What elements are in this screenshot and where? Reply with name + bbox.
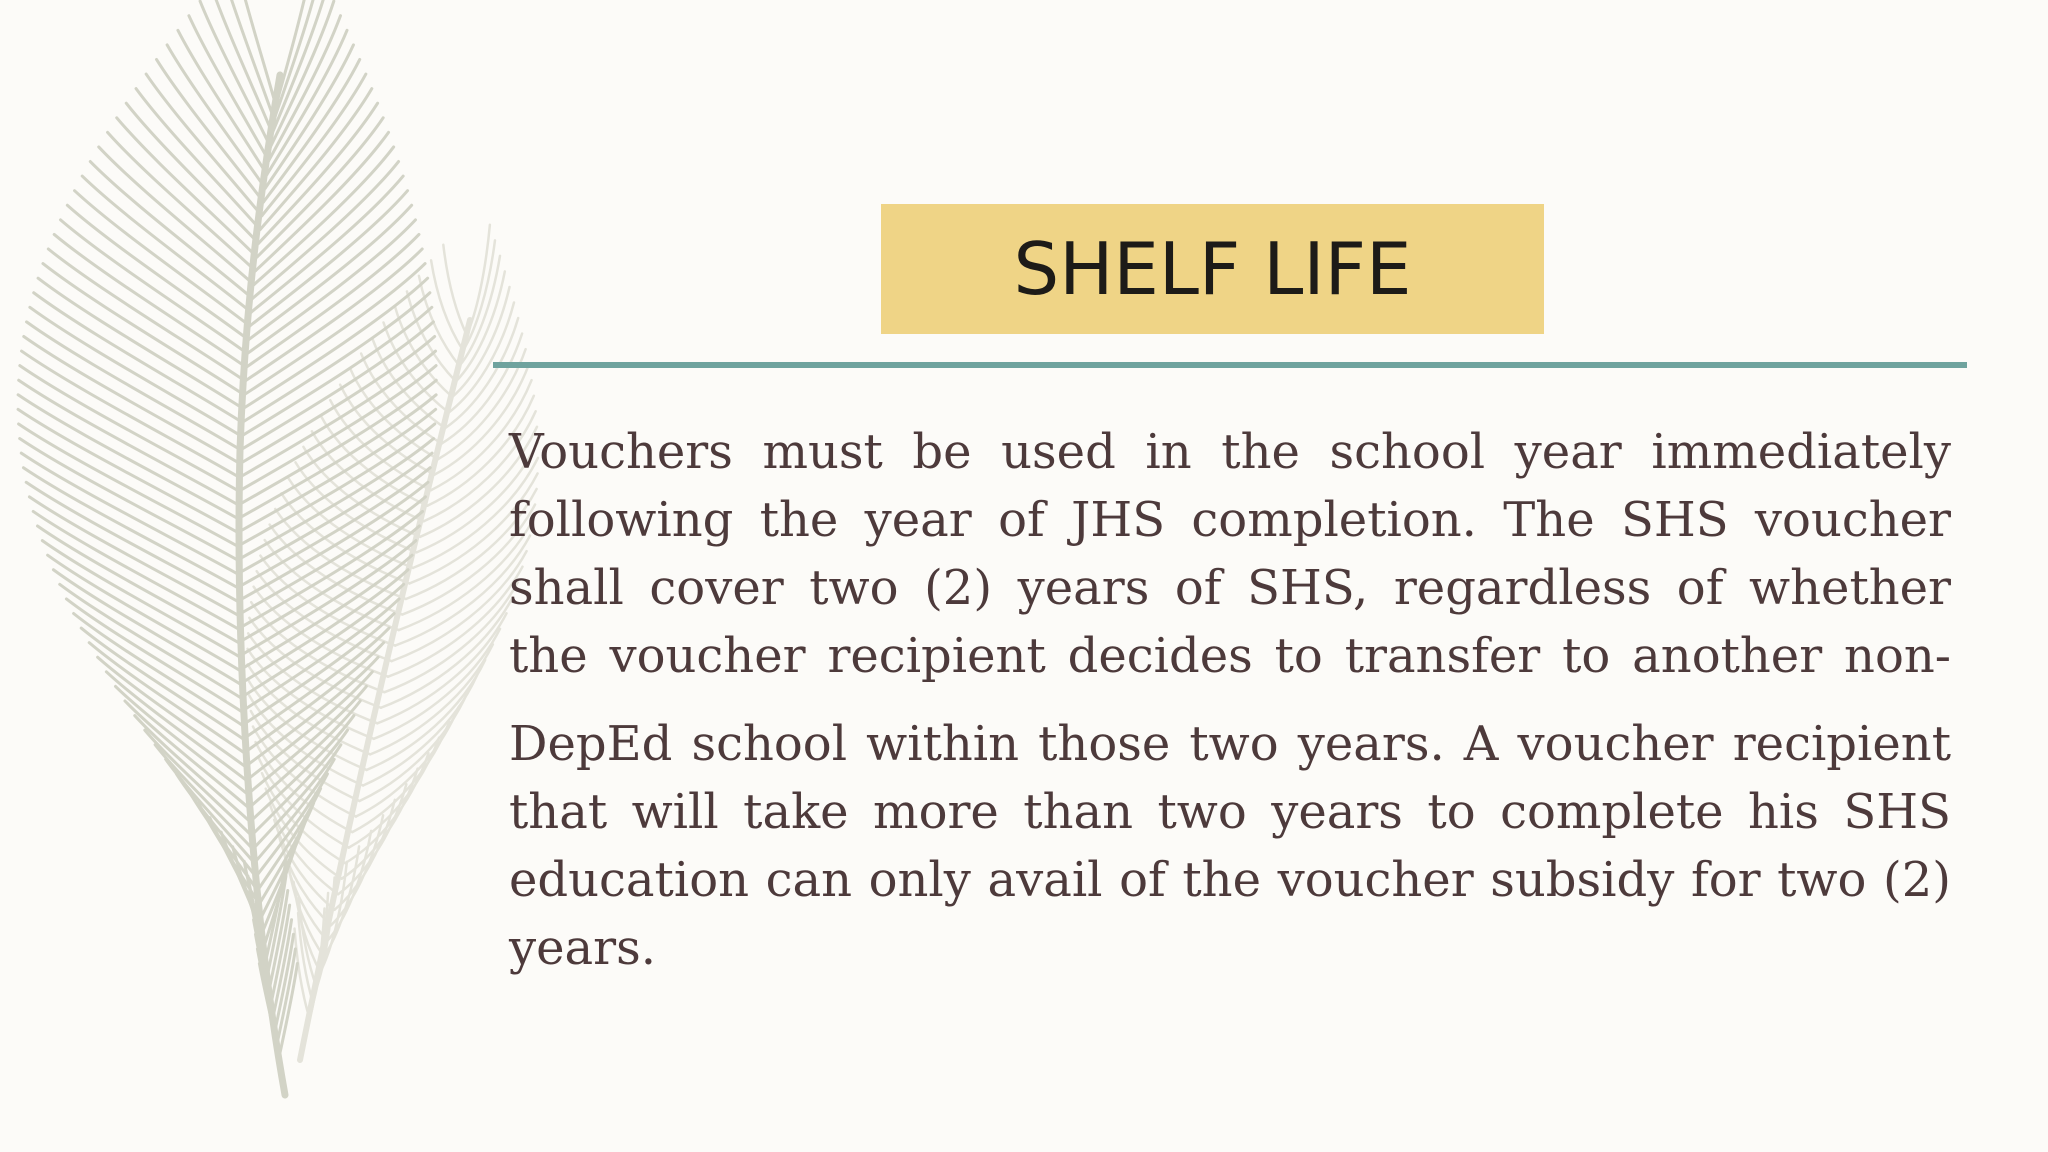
slide-title: SHELF LIFE bbox=[1013, 227, 1412, 311]
body-paragraph-1: Vouchers must be used in the school year immediately following the year of JHS completion. The SHS voucher shall cover two (2) years of SHS, regardless of whether the voucher recipient decides to transfer to another non- bbox=[509, 424, 1951, 684]
body-paragraph-2: DepEd school within those two years. A voucher recipient that will take more than two years to complete his SHS education can only avail of the voucher subsidy for two (2) years. bbox=[509, 716, 1951, 976]
title-divider bbox=[493, 362, 1967, 368]
title-box bbox=[881, 204, 1544, 334]
